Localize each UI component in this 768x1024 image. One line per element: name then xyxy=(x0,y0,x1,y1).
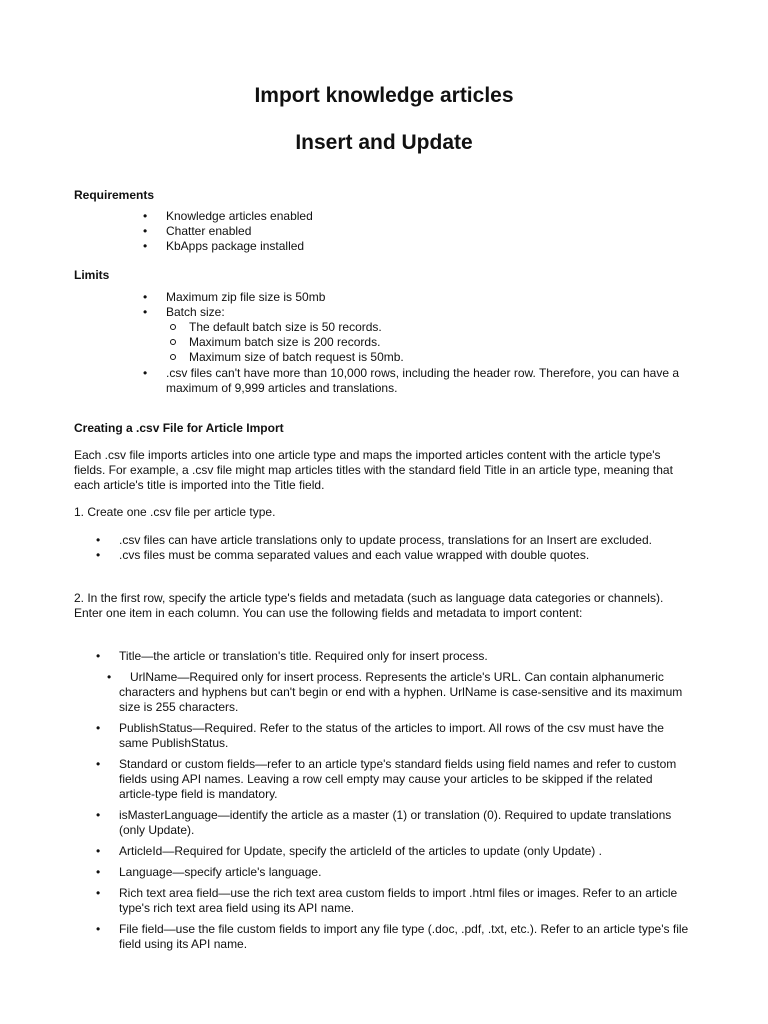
list-item: • .cvs files must be comma separated values and each value wrapped with double quotes. xyxy=(119,548,739,563)
limits-list xyxy=(166,290,688,396)
list-item: • isMasterLanguage—identify the article as a master (1) or translation (0). Required to update translations (only Update). xyxy=(119,808,689,838)
list-item: • ArticleId—Required for Update, specify the articleId of the articles to update (only Update) . xyxy=(119,844,689,859)
sub-list-item: Maximum batch size is 200 records. xyxy=(189,335,688,350)
step-2-text: 2. In the first row, specify the article type's fields and metadata (such as language data categories or channels). Enter one item in each column. You can use the following fields and metadata to import content: xyxy=(74,591,664,620)
list-item: • .csv files can't have more than 10,000 rows, including the header row. Therefore, you can have a maximum of 9,999 articles and translations. xyxy=(166,366,688,396)
csv-section-heading: Creating a .csv File for Article Import xyxy=(74,421,284,435)
list-item: • Knowledge articles enabled xyxy=(166,209,726,224)
fields-list xyxy=(119,649,689,952)
csv-intro-paragraph: Each .csv file imports articles into one article type and maps the imported articles content with the article type's fields. For example, a .csv file might map articles titles with the standard field Title in an article type, meaning that each article's title is imported into the Title field. xyxy=(74,448,673,492)
requirements-heading: Requirements xyxy=(74,188,155,202)
list-item: • Maximum zip file size is 50mb xyxy=(166,290,688,305)
list-item: • File field—use the file custom fields to import any file type (.doc, .pdf, .txt, etc.). Refer to an article type's file field using its API name. xyxy=(119,922,689,952)
limits-heading: Limits xyxy=(74,268,110,282)
batch-size-label: Batch size: xyxy=(166,305,225,319)
list-item: • Title—the article or translation's title. Required only for insert process. xyxy=(119,649,689,664)
page-title: Import knowledge articles xyxy=(254,84,514,107)
page-subtitle: Insert and Update xyxy=(295,131,473,154)
step-1-list xyxy=(119,533,739,563)
list-item: • Language—specify article's language. xyxy=(119,865,689,880)
batch-size-sublist xyxy=(189,320,688,365)
list-item: • Standard or custom fields—refer to an article type's standard fields using field names and refer to custom fields using API names. Leaving a row cell empty may cause your articles to be skipped if the related article-type field is mandatory. xyxy=(119,757,689,802)
list-item: • PublishStatus—Required. Refer to the status of the articles to import. All rows of the csv must have the same PublishStatus. xyxy=(119,721,689,751)
list-item: • UrlName—Required only for insert process. Represents the article's URL. Can contain alphanumeric characters and hyphens but can't begin or end with a hyphen. UrlName is case-sensitive and its maximum size is 255 characters. xyxy=(119,670,689,715)
sub-list-item: Maximum size of batch request is 50mb. xyxy=(189,350,688,365)
list-item: • KbApps package installed xyxy=(166,239,726,254)
requirements-list xyxy=(166,209,726,254)
step-1-text: 1. Create one .csv file per article type. xyxy=(74,505,276,519)
list-item: • Rich text area field—use the rich text area custom fields to import .html files or images. Refer to an article type's rich text area field using its API name. xyxy=(119,886,689,916)
list-item: • .csv files can have article translations only to update process, translations for an Insert are excluded. xyxy=(119,533,739,548)
list-item: • Chatter enabled xyxy=(166,224,726,239)
sub-list-item: The default batch size is 50 records. xyxy=(189,320,688,335)
list-item xyxy=(166,305,688,365)
